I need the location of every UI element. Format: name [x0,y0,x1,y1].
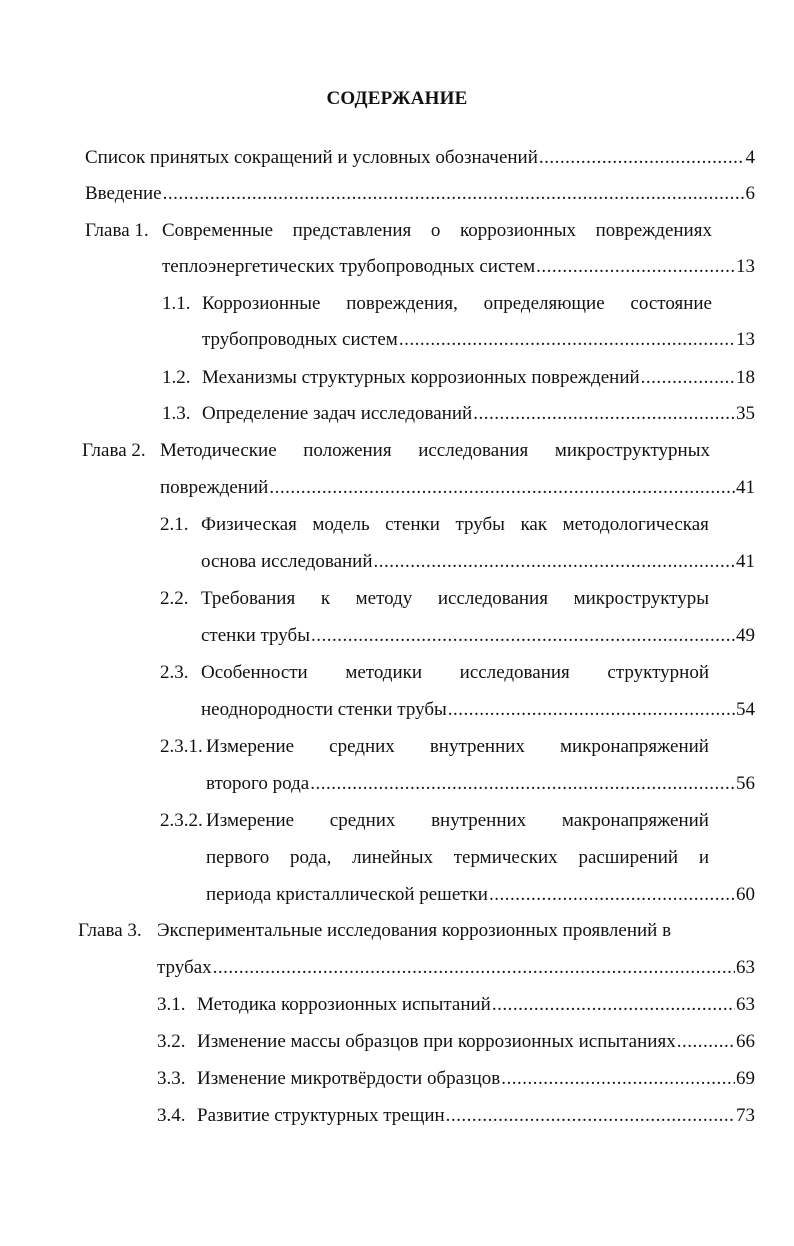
section-2-3-1-title-line-2[interactable]: второго рода ..... 56 [206,771,755,797]
section-1-1-title-line-1[interactable]: Коррозионные повреждения, определяющие состояние [202,293,712,314]
chapter-2-title-line-1[interactable]: Методические положения исследования микроструктурных [160,440,710,461]
section-2-2-title-line-1[interactable]: Требования к методу исследования микроструктуры [201,588,709,609]
dot-leader [269,475,735,501]
toc-page-number: 13 [736,329,755,350]
page-title: СОДЕРЖАНИЕ [326,88,468,109]
dot-leader [374,549,735,575]
toc-page-number: 66 [736,1031,755,1052]
chapter-2-title-line-2[interactable]: повреждений ..... 41 [160,475,755,501]
chapter-3-title-line-1[interactable]: Экспериментальные исследования коррозионных проявлений в [157,920,672,941]
section-3-3-entry[interactable]: Изменение микротвёрдости образцов ..... 69 [197,1066,755,1092]
dot-leader [492,992,735,1018]
section-2-3-2-title-line-1[interactable]: Измерение средних внутренних макронапряжений [206,810,709,831]
section-2-1-number: 2.1. [160,514,189,535]
toc-page-number: 69 [736,1068,755,1089]
section-2-1-title-line-1[interactable]: Физическая модель стенки трубы как методологическая [201,514,709,535]
chapter-1-number: Глава 1. [85,220,149,241]
section-1-3-number: 1.3. [162,403,191,424]
section-1-2-number: 1.2. [162,367,191,388]
toc-page-number: 54 [736,699,755,720]
section-3-4-entry[interactable]: Развитие структурных трещин ..... 73 [197,1103,755,1129]
dot-leader [539,145,745,171]
section-2-3-1-title-line-1[interactable]: Измерение средних внутренних микронапряжений [206,736,709,757]
section-3-3-number: 3.3. [157,1068,186,1089]
section-2-3-title-line-2[interactable]: неоднородности стенки трубы ..... 54 [201,697,755,723]
toc-page-number: 13 [736,256,755,277]
toc-page-number: 49 [736,625,755,646]
toc-page-number: 41 [736,477,755,498]
dot-leader [163,181,745,207]
section-2-2-title-line-2[interactable]: стенки трубы ..... 49 [201,623,755,649]
toc-entry-text: Введение [85,183,162,204]
dot-leader [311,623,735,649]
section-2-2-number: 2.2. [160,588,189,609]
section-1-1-number: 1.1. [162,293,191,314]
toc-page-number: 6 [745,183,755,204]
section-3-1-entry[interactable]: Методика коррозионных испытаний ..... 63 [197,992,755,1018]
toc-entry-text: Список принятых сокращений и условных обозначений [85,147,538,168]
section-2-3-number: 2.3. [160,662,189,683]
section-3-1-number: 3.1. [157,994,186,1015]
toc-page-number: 63 [736,994,755,1015]
toc-page-number: 35 [736,403,755,424]
chapter-1-title-line-1[interactable]: Современные представления о коррозионных повреждениях [162,220,712,241]
dot-leader [677,1029,735,1055]
dot-leader [641,365,735,391]
toc-entry-abbreviations[interactable] [85,145,755,171]
toc-page-number: 18 [736,367,755,388]
toc-page-number: 56 [736,773,755,794]
section-2-3-2-title-line-2[interactable]: первого рода, линейных термических расширений и [206,847,709,868]
dot-leader [536,254,735,280]
toc-page-number: 60 [736,884,755,905]
dot-leader [473,401,735,427]
dot-leader [448,697,735,723]
toc-page-number: 73 [736,1105,755,1126]
dot-leader [446,1103,735,1129]
dot-leader [213,955,735,981]
chapter-3-number: Глава 3. [78,920,142,941]
section-2-3-title-line-1[interactable]: Особенности методики исследования структурной [201,662,709,683]
section-2-3-2-number: 2.3.2. [160,810,203,831]
toc-page-number: 41 [736,551,755,572]
section-2-1-title-line-2[interactable]: основа исследований ..... 41 [201,549,755,575]
section-3-2-entry[interactable]: Изменение массы образцов при коррозионных испытаниях ..... 66 [197,1029,755,1055]
section-3-2-number: 3.2. [157,1031,186,1052]
section-1-2-entry[interactable]: Механизмы структурных коррозионных повреждений ..... 18 [202,365,755,391]
chapter-3-title-line-2[interactable]: трубах ..... 63 [157,955,755,981]
dot-leader [501,1066,735,1092]
chapter-2-number: Глава 2. [82,440,146,461]
section-2-3-2-title-line-3[interactable]: периода кристаллической решетки ..... 60 [206,882,755,908]
toc-page-number: 63 [736,957,755,978]
dot-leader [489,882,735,908]
toc-page-number: 4 [745,147,755,168]
dot-leader [399,327,735,353]
toc-entry-introduction[interactable] [85,181,755,207]
section-2-3-1-number: 2.3.1. [160,736,203,757]
chapter-1-title-line-2[interactable]: теплоэнергетических трубопроводных систем ..... 13 [162,254,755,280]
section-1-3-entry[interactable]: Определение задач исследований ..... 35 [202,401,755,427]
dot-leader [310,771,735,797]
section-1-1-title-line-2[interactable]: трубопроводных систем ..... 13 [202,327,755,353]
section-3-4-number: 3.4. [157,1105,186,1126]
